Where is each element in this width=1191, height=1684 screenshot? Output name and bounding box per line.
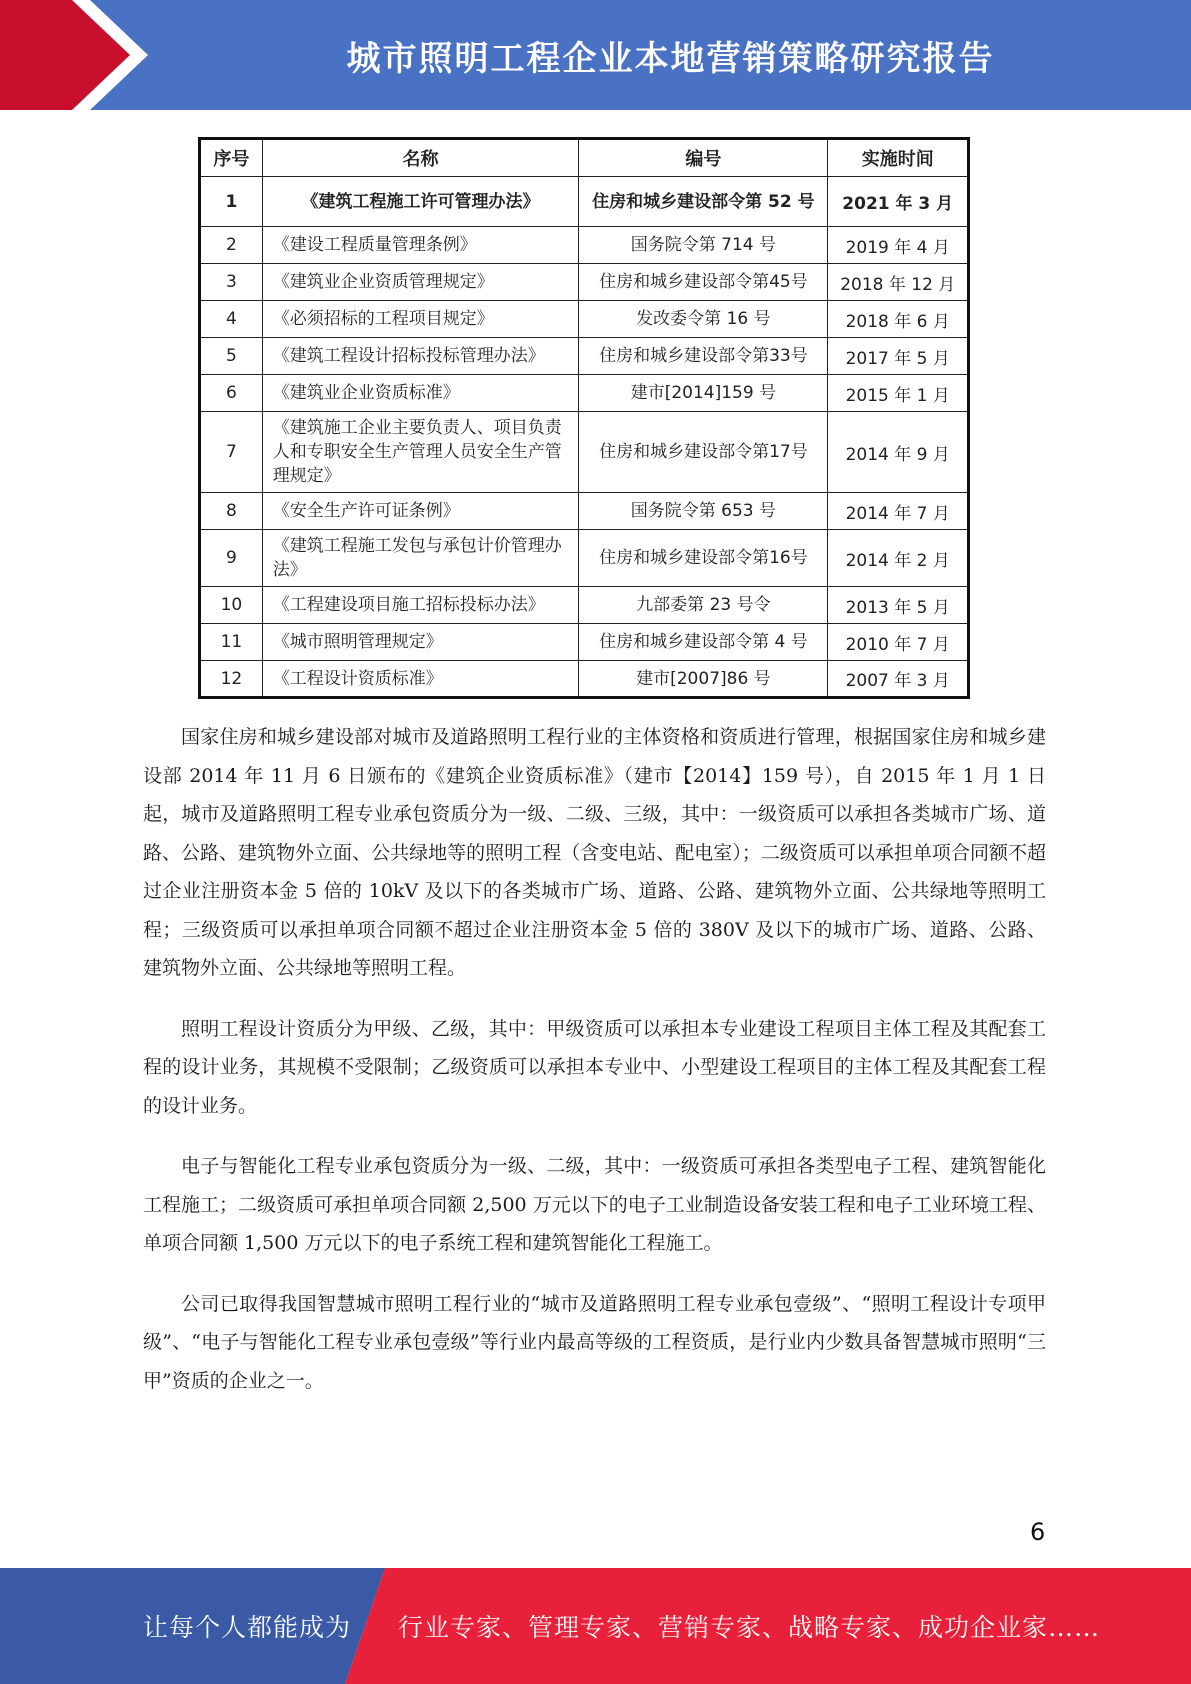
cell-no: 12 [200, 661, 263, 698]
cell-name: 《工程建设项目施工招标投标办法》 [262, 587, 579, 624]
table-row [200, 264, 969, 301]
page-number: 6 [1030, 1518, 1046, 1546]
cell-name: 《建筑工程施工许可管理办法》 [262, 177, 579, 227]
cell-name: 《建筑业企业资质管理规定》 [262, 264, 579, 301]
paragraph-electronic-intelligent: 电子与智能化工程专业承包资质分为一级、二级，其中：一级资质可承担各类型电子工程、建筑智能化工程施工；二级资质可承担单项合同额 2,500 万元以下的电子工业制造设备安装工程和电子工业环境工程、单项合同额 1,500 万元以下的电子系统工程和建筑智能化工程施工。 [143, 1155, 1046, 1254]
cell-date: 2013 年 5 月 [828, 587, 969, 624]
header-code: 编号 [579, 139, 828, 177]
cell-date: 2017 年 5 月 [828, 338, 969, 375]
table-row [200, 530, 969, 587]
cell-no: 8 [200, 493, 263, 530]
cell-date: 2021 年 3 月 [828, 177, 969, 227]
footer-slogan-left: 让每个人都能成为 [143, 1613, 352, 1642]
table-row [200, 375, 969, 412]
table-row [200, 227, 969, 264]
cell-date: 2015 年 1 月 [828, 375, 969, 412]
header-date: 实施时间 [828, 139, 969, 177]
cell-date: 2014 年 2 月 [828, 530, 969, 587]
paragraph-company-qualification: 公司已取得我国智慧城市照明工程行业的“城市及道路照明工程专业承包壹级”、“照明工程设计专项甲级”、“电子与智能化工程专业承包壹级”等行业内最高等级的工程资质，是行业内少数具备智慧城市照明“三甲”资质的企业之一。 [143, 1292, 1046, 1392]
table-row [200, 587, 969, 624]
table-row [200, 661, 969, 698]
page-header [0, 0, 1191, 110]
cell-code: 发改委令第 16 号 [579, 301, 828, 338]
cell-no: 3 [200, 264, 263, 301]
footer-slogan-right: 行业专家、管理专家、营销专家、战略专家、成功企业家…… [398, 1613, 1101, 1642]
cell-name: 《建筑施工企业主要负责人、项目负责人和专职安全生产管理人员安全生产管理规定》 [262, 412, 579, 493]
cell-code: 九部委第 23 号令 [579, 587, 828, 624]
header-no: 序号 [200, 139, 263, 177]
body-text [143, 718, 1046, 1422]
cell-no: 2 [200, 227, 263, 264]
cell-name: 《城市照明管理规定》 [262, 624, 579, 661]
table-row [200, 338, 969, 375]
cell-date: 2010 年 7 月 [828, 624, 969, 661]
cell-no: 1 [200, 177, 263, 227]
cell-no: 7 [200, 412, 263, 493]
cell-name: 《建设工程质量管理条例》 [262, 227, 579, 264]
cell-name: 《必须招标的工程项目规定》 [262, 301, 579, 338]
cell-code: 住房和城乡建设部令第 52 号 [579, 177, 828, 227]
cell-name: 《建筑业企业资质标准》 [262, 375, 579, 412]
header-arrow-decoration [0, 0, 160, 110]
cell-no: 10 [200, 587, 263, 624]
cell-code: 建市[2007]86 号 [579, 661, 828, 698]
cell-date: 2019 年 4 月 [828, 227, 969, 264]
cell-code: 住房和城乡建设部令第45号 [579, 264, 828, 301]
report-title: 城市照明工程企业本地营销策略研究报告 [346, 38, 995, 79]
cell-code: 住房和城乡建设部令第33号 [579, 338, 828, 375]
paragraph-lighting-design: 照明工程设计资质分为甲级、乙级，其中：甲级资质可以承担本专业建设工程项目主体工程及其配套工程的设计业务，其规模不受限制；乙级资质可以承担本专业中、小型建设工程项目的主体工程及其配套工程的设计业务。 [143, 1017, 1046, 1117]
regulations-table [198, 137, 970, 699]
cell-date: 2007 年 3 月 [828, 661, 969, 698]
table-row [200, 301, 969, 338]
cell-code: 国务院令第 653 号 [579, 493, 828, 530]
cell-name: 《安全生产许可证条例》 [262, 493, 579, 530]
table-row [200, 493, 969, 530]
cell-date: 2018 年 12 月 [828, 264, 969, 301]
page-footer [0, 1568, 1191, 1684]
table-header-row [200, 139, 969, 177]
header-name: 名称 [262, 139, 579, 177]
cell-code: 住房和城乡建设部令第 4 号 [579, 624, 828, 661]
table-row [200, 412, 969, 493]
regulations-table-container [198, 137, 970, 699]
cell-code: 国务院令第 714 号 [579, 227, 828, 264]
cell-name: 《建筑工程施工发包与承包计价管理办法》 [262, 530, 579, 587]
cell-no: 11 [200, 624, 263, 661]
cell-name: 《建筑工程设计招标投标管理办法》 [262, 338, 579, 375]
cell-no: 6 [200, 375, 263, 412]
paragraph-lighting-contracting: 国家住房和城乡建设部对城市及道路照明工程行业的主体资格和资质进行管理，根据国家住房和城乡建设部 2014 年 11 月 6 日颁布的《建筑企业资质标准》（建市【2014】159 号），自 2015 年 1 月 1 日起，城市及道路照明工程专业承包资质分为一级、二级、三级，其中：一级资质可以承担各类城市广场、道路、公路、建筑物外立面、公共绿地等的照明工程（含变电站、配电室）；二级资质可以承担单项合同额不超过企业注册资本金 5 倍的 10kV 及以下的各类城市广场、道路、公路、建筑物外立面、公共绿地等照明工程；三级资质可以承担单项合同额不超过企业注册资本金 5 倍的 380V 及以下的城市广场、道路、公路、建筑物外立面、公共绿地等照明工程。 [143, 726, 1046, 979]
cell-code: 住房和城乡建设部令第17号 [579, 412, 828, 493]
table-row [200, 624, 969, 661]
cell-date: 2018 年 6 月 [828, 301, 969, 338]
table-row [200, 177, 969, 227]
cell-no: 9 [200, 530, 263, 587]
cell-date: 2014 年 7 月 [828, 493, 969, 530]
cell-code: 建市[2014]159 号 [579, 375, 828, 412]
cell-name: 《工程设计资质标准》 [262, 661, 579, 698]
cell-no: 5 [200, 338, 263, 375]
cell-date: 2014 年 9 月 [828, 412, 969, 493]
cell-code: 住房和城乡建设部令第16号 [579, 530, 828, 587]
cell-no: 4 [200, 301, 263, 338]
